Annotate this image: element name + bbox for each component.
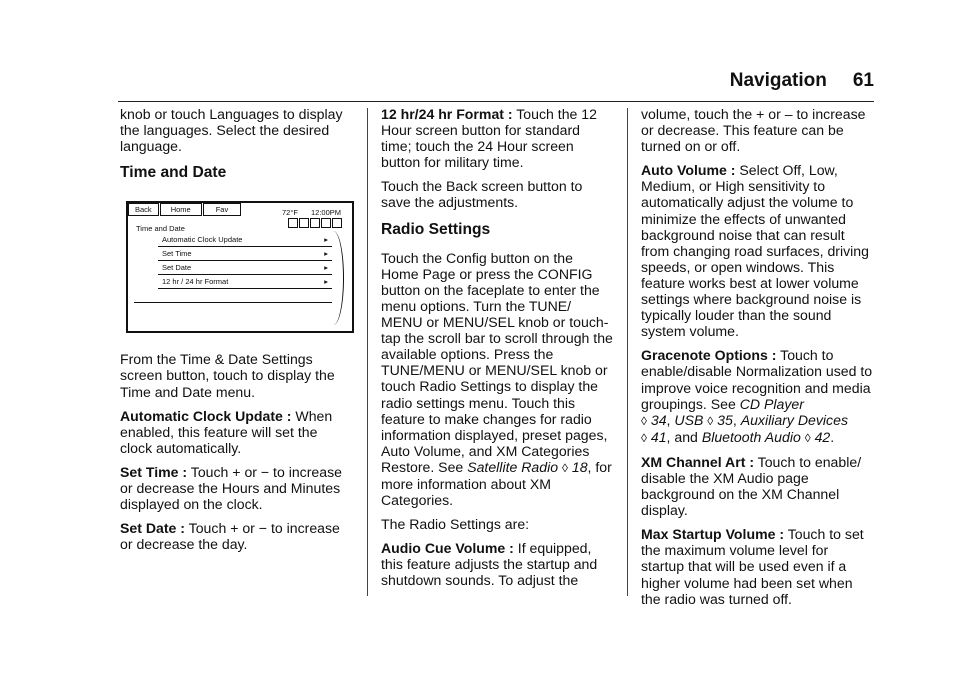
menu-divider: [134, 289, 332, 303]
status-icon: [332, 218, 342, 228]
screen-clock: 12:00PM: [311, 208, 342, 218]
arrow-right-icon: ▸: [324, 263, 328, 273]
menu-item-12-24-format: 12 hr / 24 hr Format ▸: [158, 275, 332, 289]
page-ref-icon: ◊: [641, 413, 647, 428]
screen-back-button: Back: [128, 203, 159, 216]
section-title: Navigation: [729, 70, 827, 91]
menu-item-automatic-clock-update: Automatic Clock Update ▸: [158, 233, 332, 247]
intro-paragraph: knob or touch Languages to display the languages. Select the desired language.: [120, 106, 343, 155]
column-divider: [367, 108, 368, 596]
set-time-paragraph: Set Time : Touch + or − to increase or decrease the Hours and Minutes displayed on the clock.: [120, 463, 342, 513]
screen-temperature: 72°F: [282, 208, 298, 218]
radio-settings-paragraph: Touch the Config button on the Home Page or press the CONFIG button on the faceplate to enter the menu options. Turn the TUNE/ MENU or MENU/SEL knob or touch-tap the scroll bar to scroll through the available options. Press the TUNE/MENU or MENU/SEL knob or touch Radio Settings to display the radio settings menu. Touch this feature to make changes for radio information displayed, preset pages, Auto Volume, and XM Categories Restore. See Satellite Radio ◊ 18, for more information about XM Categories.: [381, 249, 613, 509]
xm-channel-art-paragraph: XM Channel Art : Touch to enable/ disable the XM Audio page background on the XM Channel display.: [641, 453, 862, 519]
radio-settings-heading: Radio Settings: [381, 220, 491, 238]
screen-button-bar: [128, 203, 242, 216]
screen-status-icons: [288, 218, 343, 228]
max-startup-volume-paragraph: Max Startup Volume : Touch to set the maximum volume level for startup that will be used even if a higher volume had been set when the radio was turned off.: [641, 526, 864, 607]
set-date-paragraph: Set Date : Touch + or − to increase or decrease the day.: [120, 520, 340, 553]
status-icon: [299, 218, 309, 228]
page-ref-icon: ◊: [562, 460, 568, 475]
back-paragraph: Touch the Back screen button to save the adjustments.: [381, 178, 583, 211]
column-3: [641, 106, 873, 615]
arrow-right-icon: ▸: [324, 235, 328, 245]
scroll-bar-curve: [323, 231, 344, 325]
page-ref-icon: ◊: [641, 430, 647, 445]
column-2: [381, 106, 613, 597]
settings-intro: The Radio Settings are:: [381, 516, 530, 533]
arrow-right-icon: ▸: [324, 249, 328, 259]
status-icon: [310, 218, 320, 228]
usb-link[interactable]: USB: [674, 411, 704, 428]
time-date-paragraph: From the Time & Date Settings screen button, touch to display the Time and Date menu.: [120, 351, 335, 400]
screen-home-button: Home: [160, 203, 202, 216]
audio-cue-paragraph: Audio Cue Volume : If equipped, this feature adjusts the startup and shutdown sounds. To adjust the: [381, 540, 598, 589]
screen-title: Time and Date: [136, 224, 185, 234]
automatic-clock-update-paragraph: Automatic Clock Update : When enabled, this feature will set the clock automatically.: [120, 407, 333, 456]
page-number: 61: [852, 70, 874, 91]
column-divider: [627, 108, 628, 596]
menu-item-set-time: Set Time ▸: [158, 247, 332, 261]
status-icon: [288, 218, 298, 228]
time-date-heading: Time and Date: [120, 164, 227, 182]
auxiliary-devices-link[interactable]: Auxiliary Devices: [740, 411, 848, 428]
auto-volume-paragraph: Auto Volume : Select Off, Low, Medium, or High sensitivity to automatically adjust the volume to minimize the effects of unwanted background noise that can result from changing road surfaces, driving speeds, or open windows. This feature works best at lower volume settings where background noise is typically louder than the sound system volume.: [641, 162, 869, 340]
satellite-radio-link[interactable]: Satellite Radio: [467, 458, 559, 475]
screen-fav-button: Fav: [203, 203, 242, 216]
arrow-right-icon: ▸: [324, 277, 328, 287]
gracenote-paragraph: Gracenote Options : Touch to enable/disable Normalization used to improve voice recognition and media groupings. See CD Player ◊ 34, USB ◊ 35, Auxiliary Devices ◊ 41, and Bluetooth Audio ◊ 42.: [641, 347, 873, 445]
menu-item-set-date: Set Date ▸: [158, 261, 332, 275]
page-ref-icon: ◊: [707, 413, 714, 428]
time-date-screen-illustration: [126, 201, 354, 333]
page-ref-icon: ◊: [804, 430, 811, 445]
page-header: [730, 70, 874, 92]
bluetooth-audio-link[interactable]: Bluetooth Audio: [701, 428, 801, 445]
cd-player-link[interactable]: CD Player: [739, 395, 804, 412]
format-paragraph: 12 hr/24 hr Format : Touch the 12 Hour screen button for standard time; touch the 24 Hour screen button for military time.: [381, 106, 597, 171]
status-icon: [321, 218, 331, 228]
audio-cue-continued: volume, touch the + or – to increase or decrease. This feature can be turned on or off.: [641, 106, 866, 155]
header-rule: [118, 101, 874, 102]
screen-menu: [158, 233, 332, 303]
column-1: [120, 106, 352, 560]
